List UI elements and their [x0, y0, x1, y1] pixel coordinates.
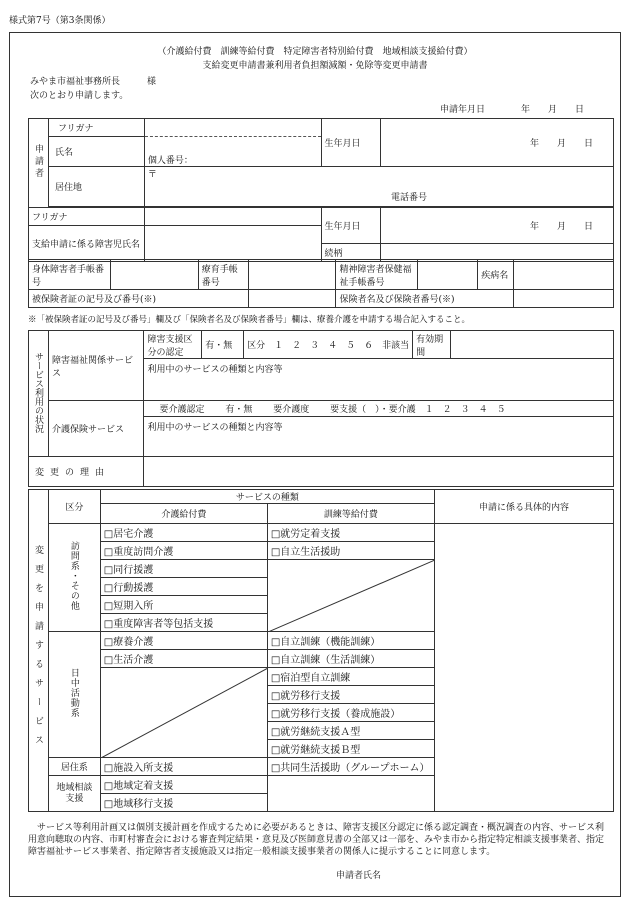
request-line: 次のとおり申請します。 [30, 91, 129, 101]
individual-number-label: 個人番号： [147, 156, 193, 166]
care-cert-yesno[interactable]: 有・無 [225, 405, 253, 415]
training-option[interactable]: □宿泊型自立訓練 [267, 668, 434, 686]
col-class-header: 区分 [49, 490, 101, 524]
care-level-label: 要介護度 [273, 405, 310, 415]
diagonal-line [268, 560, 435, 632]
group-consult-label: 地域相談支援 [49, 776, 101, 812]
support-class-label: 障害支援区分の認定 [144, 331, 202, 359]
support-class-yesno[interactable]: 有・無 [202, 331, 244, 359]
diagonal-line [101, 668, 268, 758]
child-furigana-field[interactable] [144, 208, 321, 226]
training-option[interactable]: □共同生活援助（グループホーム） [267, 758, 434, 776]
care-option[interactable]: □生活介護 [100, 650, 267, 668]
applicant-name-label: 氏名 [49, 137, 145, 167]
postal-mark: 〒 [147, 170, 157, 180]
child-furigana-label: フリガナ [29, 208, 145, 226]
col-care-header: 介護給付費 [100, 504, 267, 524]
training-option[interactable]: □就労移行支援 [267, 686, 434, 704]
col-types-header: サービスの種類 [100, 490, 434, 504]
group-residence-label: 居住系 [49, 758, 101, 776]
training-option[interactable]: □就労移行支援（養成施設） [267, 704, 434, 722]
support-class-scale[interactable]: 区分 １ ２ ３ ４ ５ ６ 非該当 [244, 331, 413, 359]
mental-handbook-label: 精神障害者保健福祉手帳番号 [336, 260, 418, 290]
care-current-services[interactable]: 利用中のサービスの種類と内容等 [144, 417, 614, 457]
empty-diagonal-cell [267, 560, 434, 632]
training-option[interactable]: □就労継続支援Ｂ型 [267, 740, 434, 758]
ryoiku-handbook-field[interactable] [248, 260, 336, 290]
training-option[interactable]: □自立訓練（機能訓練） [267, 632, 434, 650]
care-option[interactable]: □行動援護 [100, 578, 267, 596]
col-training-header: 訓練等給付費 [267, 504, 434, 524]
care-cert-label: 要介護認定 [159, 405, 205, 415]
applicant-address-label: 居住地 [49, 167, 145, 207]
reason-label: 変更の理由 [29, 457, 144, 487]
applicant-address-field[interactable] [144, 167, 613, 207]
change-label: 変更を申請するサービス [29, 490, 49, 812]
care-option[interactable]: □療養介護 [100, 632, 267, 650]
insurer-label: 保険者名及び保険者番号(※) [336, 290, 514, 308]
applicant-dob-label: 生年月日 [321, 119, 381, 167]
ryoiku-handbook-label: 療育手帳番号 [198, 260, 248, 290]
insurance-note: ※「被保険者証の記号及び番号」欄及び「保険者名及び保険者番号」欄は、療養介護を申請する場合記入すること。 [28, 315, 471, 325]
care-insurance-label: 介護保険サービス [49, 401, 144, 457]
applicant-dob-field[interactable]: 年 月 日 [381, 119, 614, 167]
care-option[interactable]: □居宅介護 [100, 524, 267, 542]
disability-service-label: 障害福祉関係サービス [49, 331, 144, 401]
child-name-label: 支給申請に係る障害児氏名 [29, 226, 145, 262]
usage-table [28, 330, 614, 487]
validity-label: 有効期間 [413, 331, 451, 359]
applicant-furigana-field[interactable] [144, 119, 321, 137]
change-table [28, 489, 614, 812]
insured-number-field[interactable] [248, 290, 336, 308]
applicant-table [28, 118, 614, 262]
care-option[interactable]: □重度障害者等包括支援 [100, 614, 267, 632]
training-option[interactable]: □自立訓練（生活訓練） [267, 650, 434, 668]
insured-number-label: 被保険者証の記号及び番号(※) [29, 290, 249, 308]
applicant-label: 申請者 [29, 119, 49, 208]
physical-handbook-field[interactable] [110, 260, 198, 290]
care-level-scale[interactable]: 要支援（ ）・要介護 １ ２ ３ ４ ５ [330, 405, 506, 415]
consent-text: サービス等利用計画又は個別支援計画を作成するために必要があるときは、障害支援区分認定に係る認定調査・概況調査の内容、サービス利用意向聴取の内容、市町村審査会における審査判定結果・意見及び医師意見書の全部又は一部を、みやま市から指定特定相談支援事業者、指定障害福祉サービス事業者、指定障害者支援施設又は指定一般相談支援事業者の関係人に提示することに同意します。 [28, 823, 605, 857]
detail-field[interactable] [434, 524, 613, 812]
handbook-table [28, 259, 614, 308]
training-option[interactable]: □就労継続支援Ａ型 [267, 722, 434, 740]
form-header-line1: （介護給付費 訓練等給付費 特定障害者特別給付費 地域相談支援給付費） [157, 47, 473, 57]
disease-field[interactable] [514, 260, 614, 290]
physical-handbook-label: 身体障害者手帳番号 [29, 260, 111, 290]
validity-field[interactable] [450, 331, 613, 359]
applicant-furigana-label: フリガナ [49, 119, 145, 137]
insurer-field[interactable] [514, 290, 614, 308]
empty-diagonal-cell [100, 668, 267, 758]
group-visit-label: 訪問系・その他 [49, 524, 101, 632]
child-name-field[interactable] [144, 226, 321, 262]
phone-label: 電話番号 [390, 193, 427, 203]
care-option[interactable]: □同行援護 [100, 560, 267, 578]
care-option[interactable]: □施設入所支援 [100, 758, 267, 776]
col-detail-header: 申請に係る具体的内容 [434, 490, 613, 524]
mental-handbook-field[interactable] [418, 260, 478, 290]
care-option[interactable]: □短期入所 [100, 596, 267, 614]
reason-field[interactable] [144, 457, 614, 487]
care-cert-row [144, 401, 614, 417]
training-option[interactable]: □自立生活援助 [267, 542, 434, 560]
relation-label: 続柄 [321, 244, 381, 262]
application-date[interactable]: 申請年月日 年 月 日 [440, 105, 585, 115]
training-option[interactable]: □就労定着支援 [267, 524, 434, 542]
child-dob-field[interactable]: 年 月 日 [381, 208, 614, 244]
usage-label: サービス利用の状況 [29, 331, 49, 457]
signature-label: 申請者氏名 [336, 871, 382, 881]
care-option[interactable]: □地域移行支援 [100, 794, 267, 812]
applicant-name-field[interactable] [144, 137, 321, 167]
group-day-label: 日中活動系 [49, 632, 101, 758]
care-option[interactable]: □地域定着支援 [100, 776, 267, 794]
care-option[interactable]: □重度訪問介護 [100, 542, 267, 560]
form-title: 支給変更申請書兼利用者負担額減額・免除等変更申請書 [202, 61, 428, 71]
disease-label: 疾病名 [478, 260, 514, 290]
empty-cell [267, 776, 434, 812]
form-id: 様式第7号（第3条関係） [9, 16, 111, 26]
disability-current-services[interactable]: 利用中のサービスの種類と内容等 [144, 359, 614, 401]
addressee: みやま市福祉事務所長 様 [30, 77, 157, 87]
child-dob-label: 生年月日 [321, 208, 381, 244]
